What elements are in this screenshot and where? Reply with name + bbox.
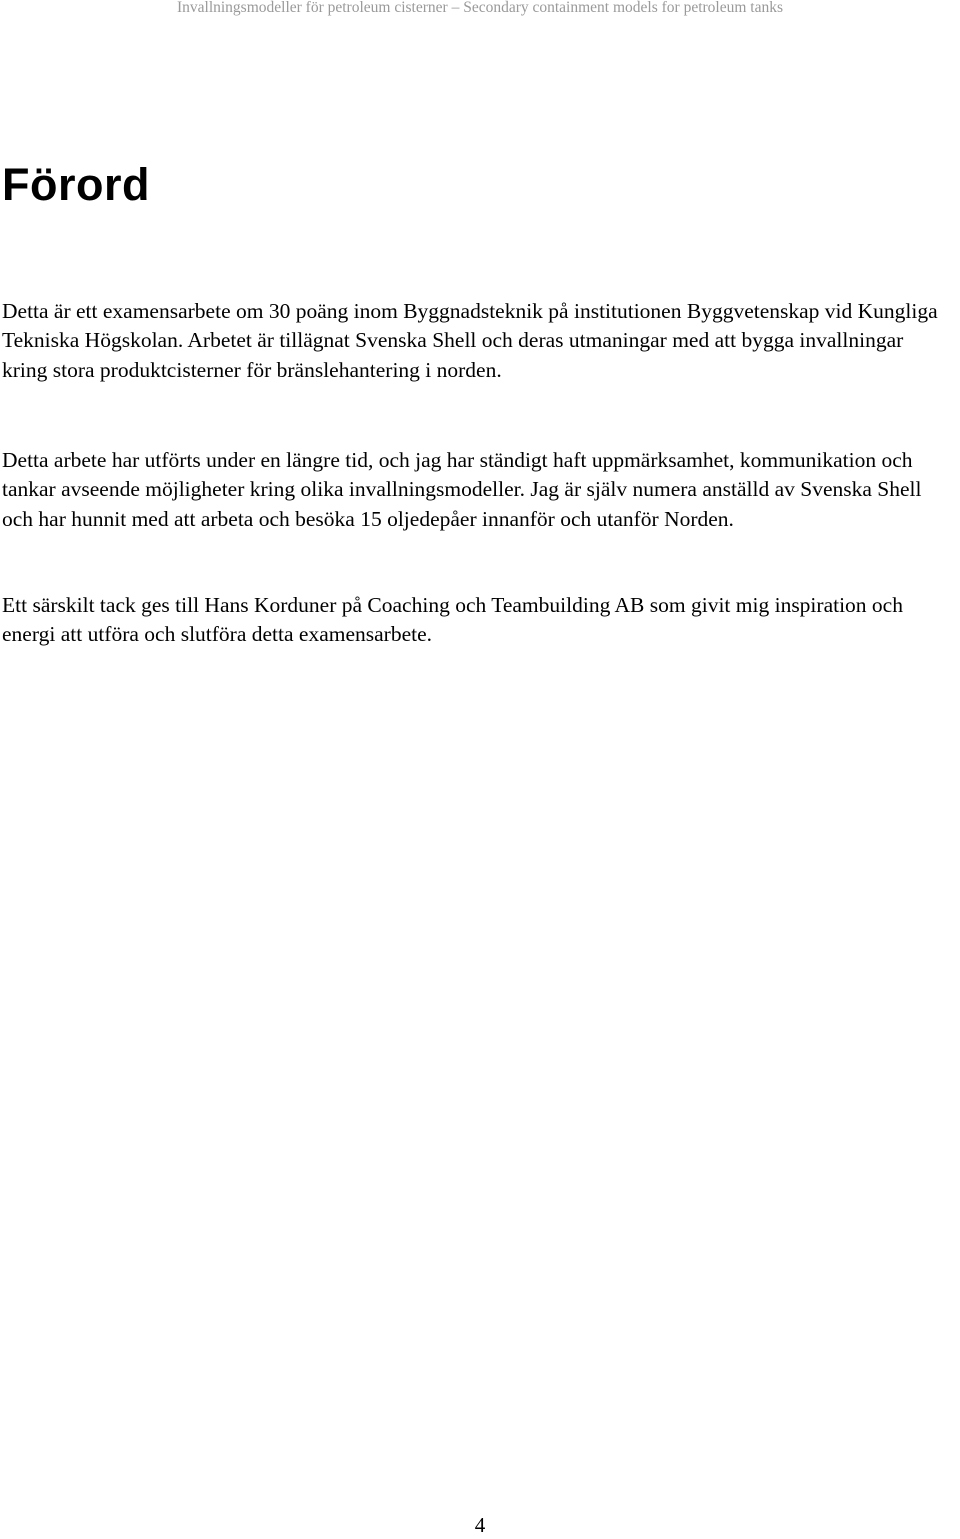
page-number: 4: [474, 1513, 486, 1537]
paragraph-work: Detta arbete har utförts under en längre tid, och jag har ständigt haft uppmärksamhet, kommunikation och tankar avseende möjligheter kring olika invallningsmodeller. Jag är själv numera anställd av Svenska Shell och har hunnit med att arbeta och besöka 15 oljedepåer innanför och utanför Norden.: [2, 448, 922, 531]
paragraph-intro: Detta är ett examensarbete om 30 poäng inom Byggnadsteknik på institutionen Byggvetenskap vid Kungliga Tekniska Högskolan. Arbetet är tillägnat Svenska Shell och deras utmaningar med att bygga invallningar kring stora produktcisterner för bränslehantering i norden.: [2, 299, 938, 382]
paragraph-thanks: Ett särskilt tack ges till Hans Korduner på Coaching och Teambuilding AB som givit mig inspiration och energi att utföra och slutföra detta examensarbete.: [2, 593, 903, 647]
running-header: Invallningsmodeller för petroleum cisterner – Secondary containment models for petroleum tanks: [176, 0, 784, 16]
page-title: Förord: [2, 159, 150, 210]
